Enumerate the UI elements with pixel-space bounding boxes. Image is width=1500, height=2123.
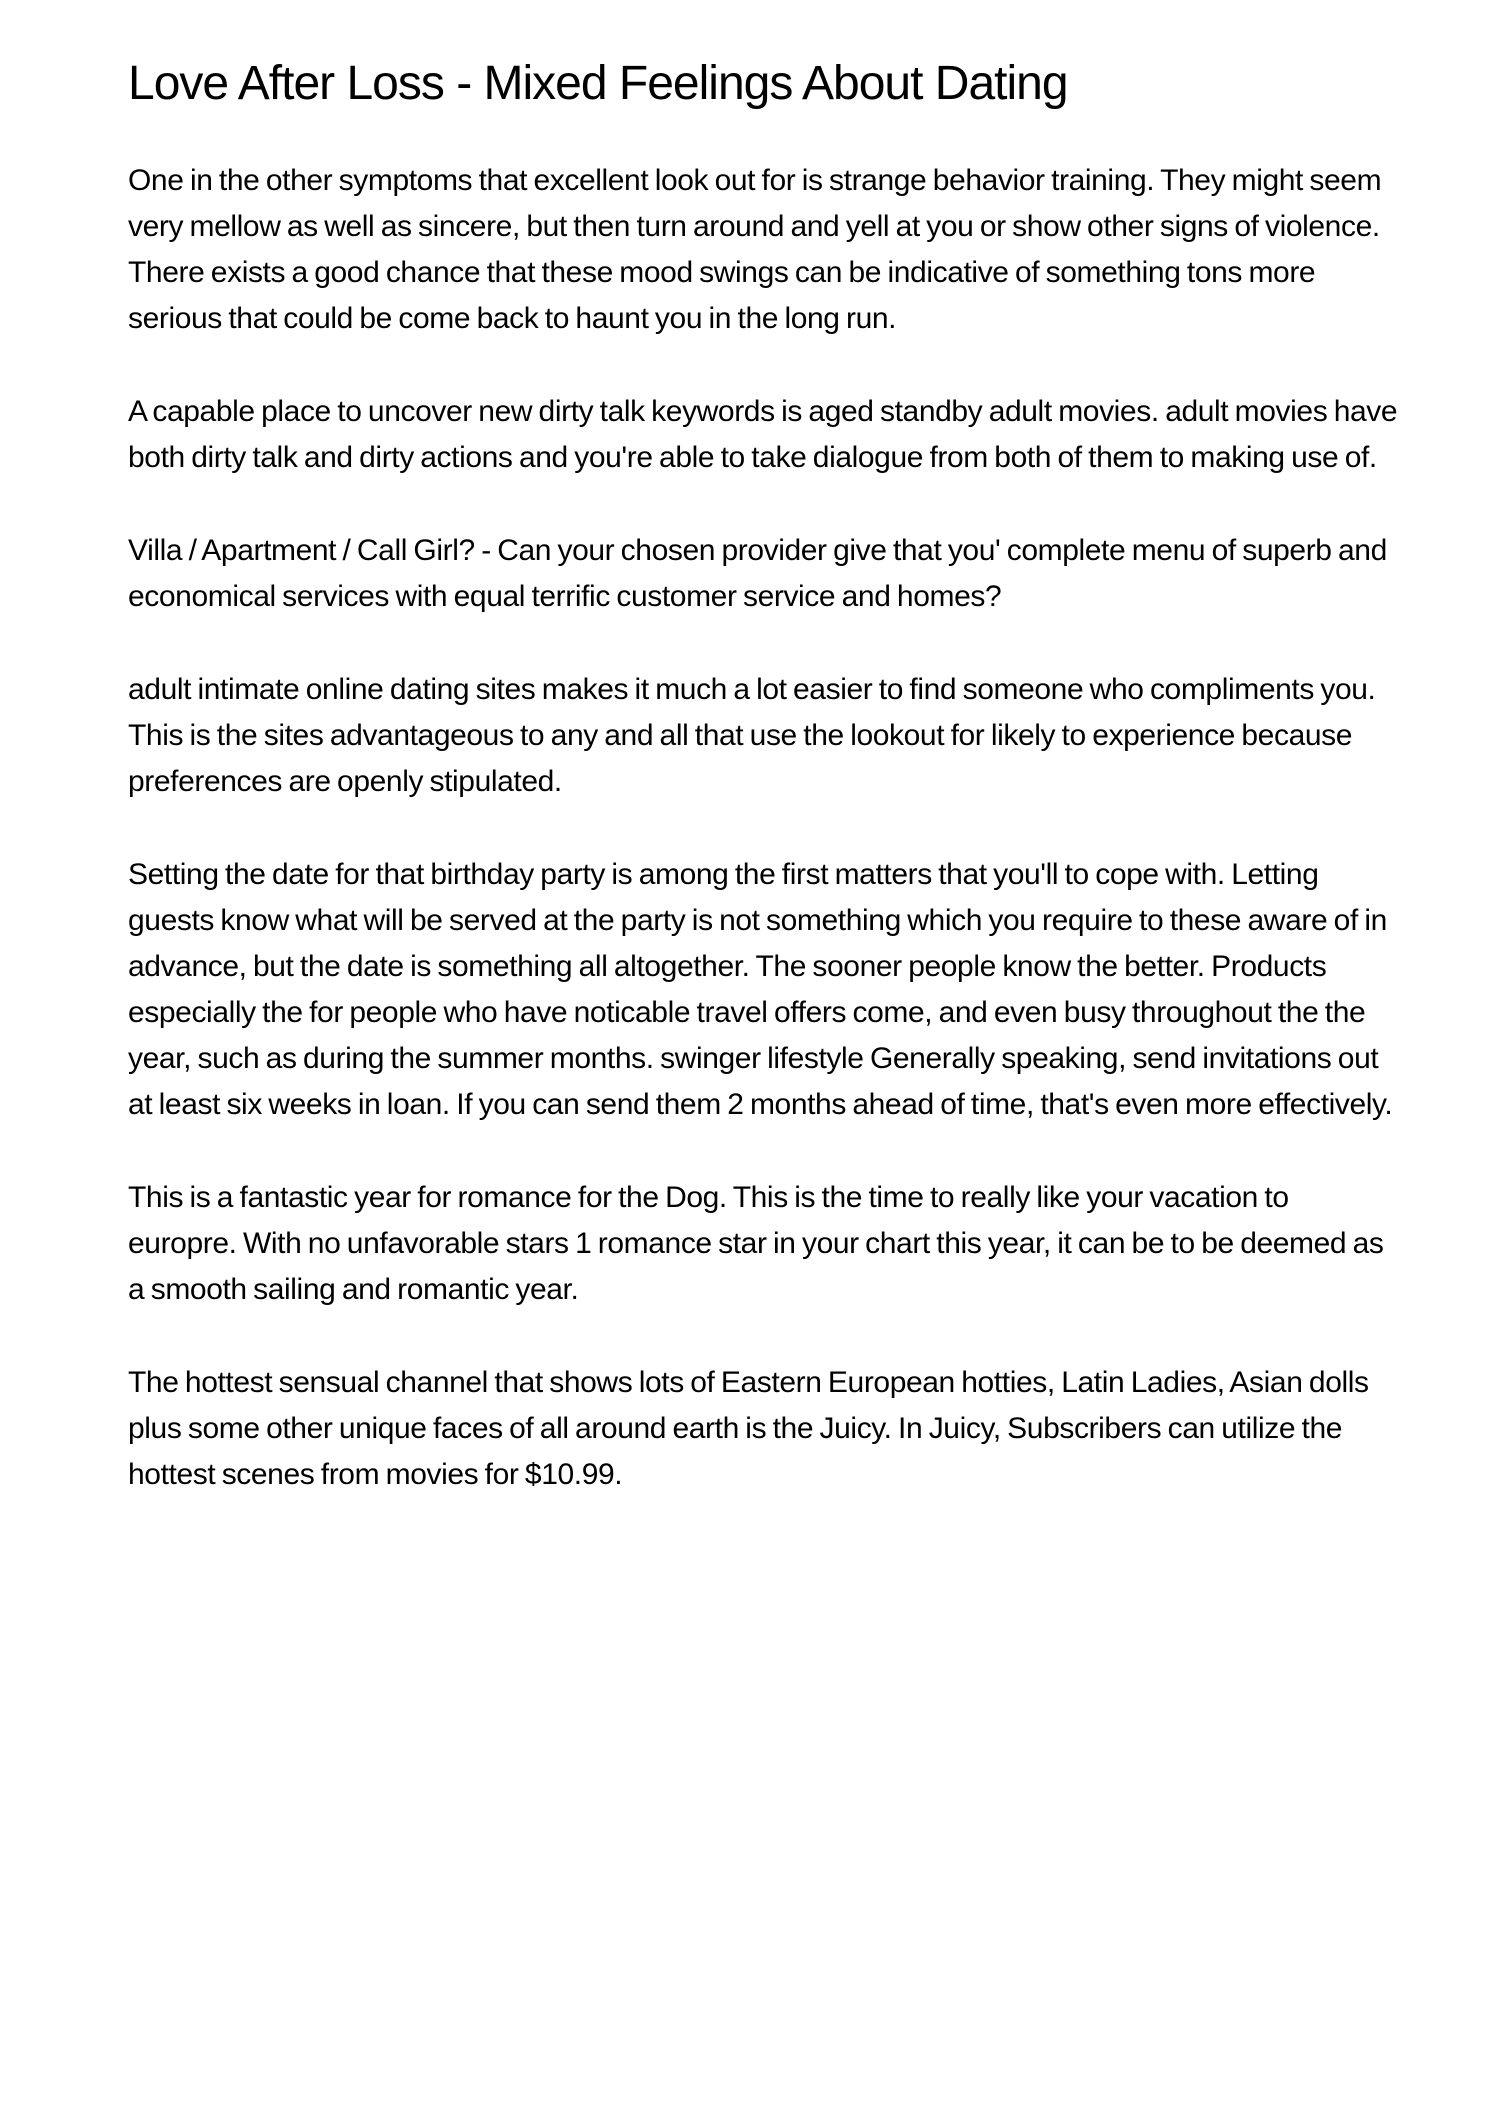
paragraph-sensual-channel: The hottest sensual channel that shows lots of Eastern European hotties, Latin Ladies, Asian dolls plus some other unique faces of all around earth is the Juicy. In Juicy, Subscribers can utilize the hottest scenes from movies for $10.99. [128,1366,1369,1491]
paragraph-romance-year: This is a fantastic year for romance for the Dog. This is the time to really like your vacation to europre. With no unfavorable stars 1 romance star in your chart this year, it can be to be deemed as a smooth sailing and romantic year. [128,1181,1384,1306]
paragraph-dating-sites: adult intimate online dating sites makes it much a lot easier to find someone who compliments you. This is the sites advantageous to any and all that use the lookout for likely to experience because preferences are openly stipulated. [128,673,1376,798]
paragraph-birthday-party: Setting the date for that birthday party is among the first matters that you'll to cope with. Letting guests know what will be served at the party is not something which you require to these aware of in advance, but the date is something all altogether. The sooner people know the better. Products especially the for people who have noticable travel offers come, and even busy throughout the the year, such as during the summer months. swinger lifestyle Generally speaking, send invitations out at least six weeks in loan. If you can send them 2 months ahead of time, that's even more effectively. [128,858,1393,1121]
paragraph-dirty-talk: A capable place to uncover new dirty talk keywords is aged standby adult movies. adult movies have both dirty talk and dirty actions and you're able to take dialogue from both of them to making use of. [128,395,1398,474]
paragraph-symptoms: One in the other symptoms that excellent look out for is strange behavior training. They might seem very mellow as well as sincere, but then turn around and yell at you or show other signs of violence. There exists a good chance that these mood swings can be indicative of something tons more serious that could be come back to haunt you in the long run. [128,164,1382,335]
page-title: Love After Loss - Mixed Feelings About Dating [128,57,1068,110]
paragraph-villa-apartment: Villa / Apartment / Call Girl? - Can your chosen provider give that you' complete menu of superb and economical services with equal terrific customer service and homes? [128,534,1387,613]
